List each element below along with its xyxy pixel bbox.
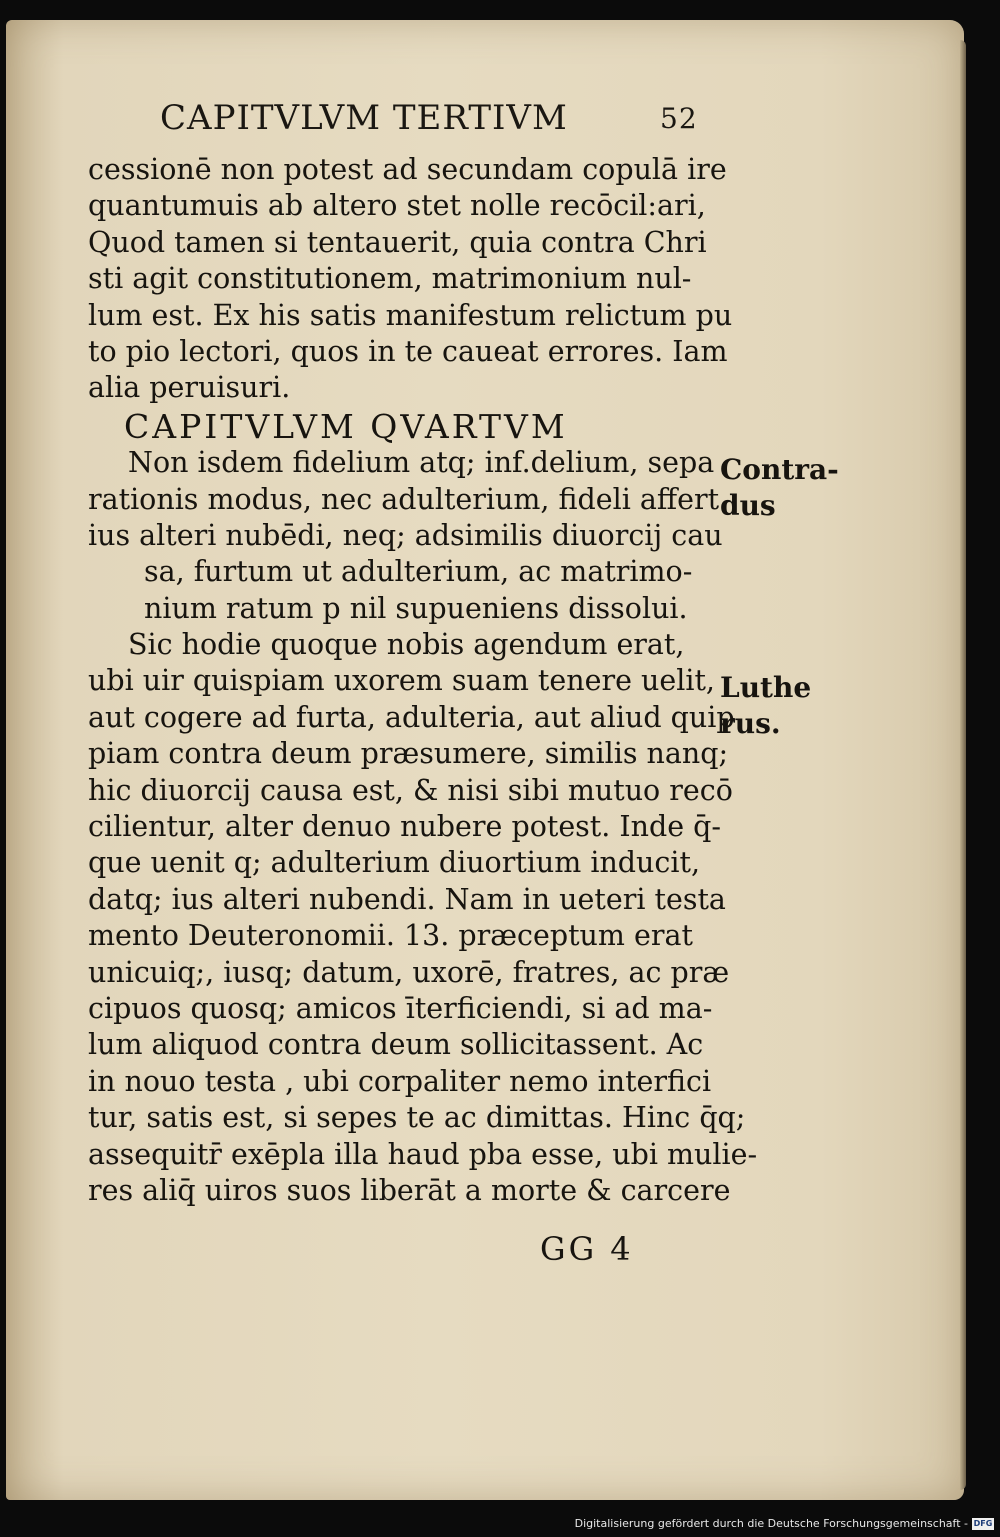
text-line: mento Deuteronomii. 13. præceptum erat (88, 919, 693, 953)
margin-note-line: rus. (720, 707, 781, 740)
text-line: sti agit constitutionem, matrimonium nul- (88, 262, 692, 296)
text-line: piam contra deum præsumere, similis nanq; (88, 737, 729, 771)
text-line: tur, satis est, si sepes te ac dimittas. Hinc q̄q; (88, 1101, 746, 1135)
footer-credit: Digitalisierung gefördert durch die Deutsche Forschungsgemeinschaft - (574, 1517, 968, 1530)
text-line: ubi uir quispiam uxorem suam tenere uelit, (88, 664, 715, 698)
text-line: rationis modus, nec adulterium, fideli affert (88, 482, 720, 516)
margin-note-contradus (720, 452, 839, 524)
folio-number: 52 (660, 102, 698, 135)
text-line: res aliq̄ uiros suos liberāt a morte & carcere (88, 1173, 731, 1207)
text-line: que uenit q; adulterium diuortium inducit, (88, 846, 700, 880)
text-line: alia peruisuri. (88, 371, 291, 405)
text-line: cilientur, alter denuo nubere potest. Inde q̄- (88, 810, 722, 844)
margin-note-line: Contra- (720, 453, 839, 486)
margin-note-line: Luthe (720, 671, 812, 704)
page-edge (960, 40, 966, 1490)
dfg-logo-icon: DFG (973, 1519, 993, 1528)
digitization-footer (575, 1515, 994, 1533)
text-line: nium ratum p nil supueniens dissolui. (144, 591, 688, 625)
running-title: CAPITVLVM TERTIVM (160, 98, 568, 138)
text-line: to pio lectori, quos in te caueat errores. Iam (88, 334, 728, 368)
text-line: lum aliquod contra deum sollicitassent. Ac (88, 1028, 704, 1062)
chapter-heading: CAPITVLVM QVARTVM (124, 406, 568, 446)
text-line: assequitr̄ exēpla illa haud pba esse, ubi mulie- (88, 1137, 758, 1171)
text-line: unicuiq;, iusq; datum, uxorē, fratres, ac præ (88, 955, 730, 989)
text-line: ius alteri nubēdi, neq; adsimilis diuorcij cau (88, 518, 723, 552)
signature-mark: GG 4 (540, 1230, 634, 1268)
text-line: sa, furtum ut adulterium, ac matrimo- (144, 555, 693, 589)
text-line: Quod tamen si tentauerit, quia contra Chri (88, 225, 707, 259)
text-line: aut cogere ad furta, adulteria, aut aliud quip (88, 700, 735, 734)
text-line: cessionē non potest ad secundam copulā ire (88, 153, 727, 186)
margin-note-lutherus (720, 670, 811, 742)
page-header (160, 98, 720, 142)
margin-note-line: dus (720, 489, 776, 522)
text-line: Sic hodie quoque nobis agendum erat, (128, 628, 685, 662)
text-line: Non isdem fidelium atq; inf.delium, sepa (128, 446, 715, 480)
text-line: hic diuorcij causa est, & nisi sibi mutuo recō (88, 773, 733, 807)
text-line: datq; ius alteri nubendi. Nam in ueteri testa (88, 882, 726, 916)
text-line: lum est. Ex his satis manifestum relictum pu (88, 298, 733, 332)
text-line: quantumuis ab altero stet nolle recōcil:ari, (88, 189, 706, 223)
text-line: cipuos quosq; amicos īterficiendi, si ad ma- (88, 991, 713, 1025)
text-line: in nouo testa , ubi corpaliter nemo interfici (88, 1064, 712, 1098)
